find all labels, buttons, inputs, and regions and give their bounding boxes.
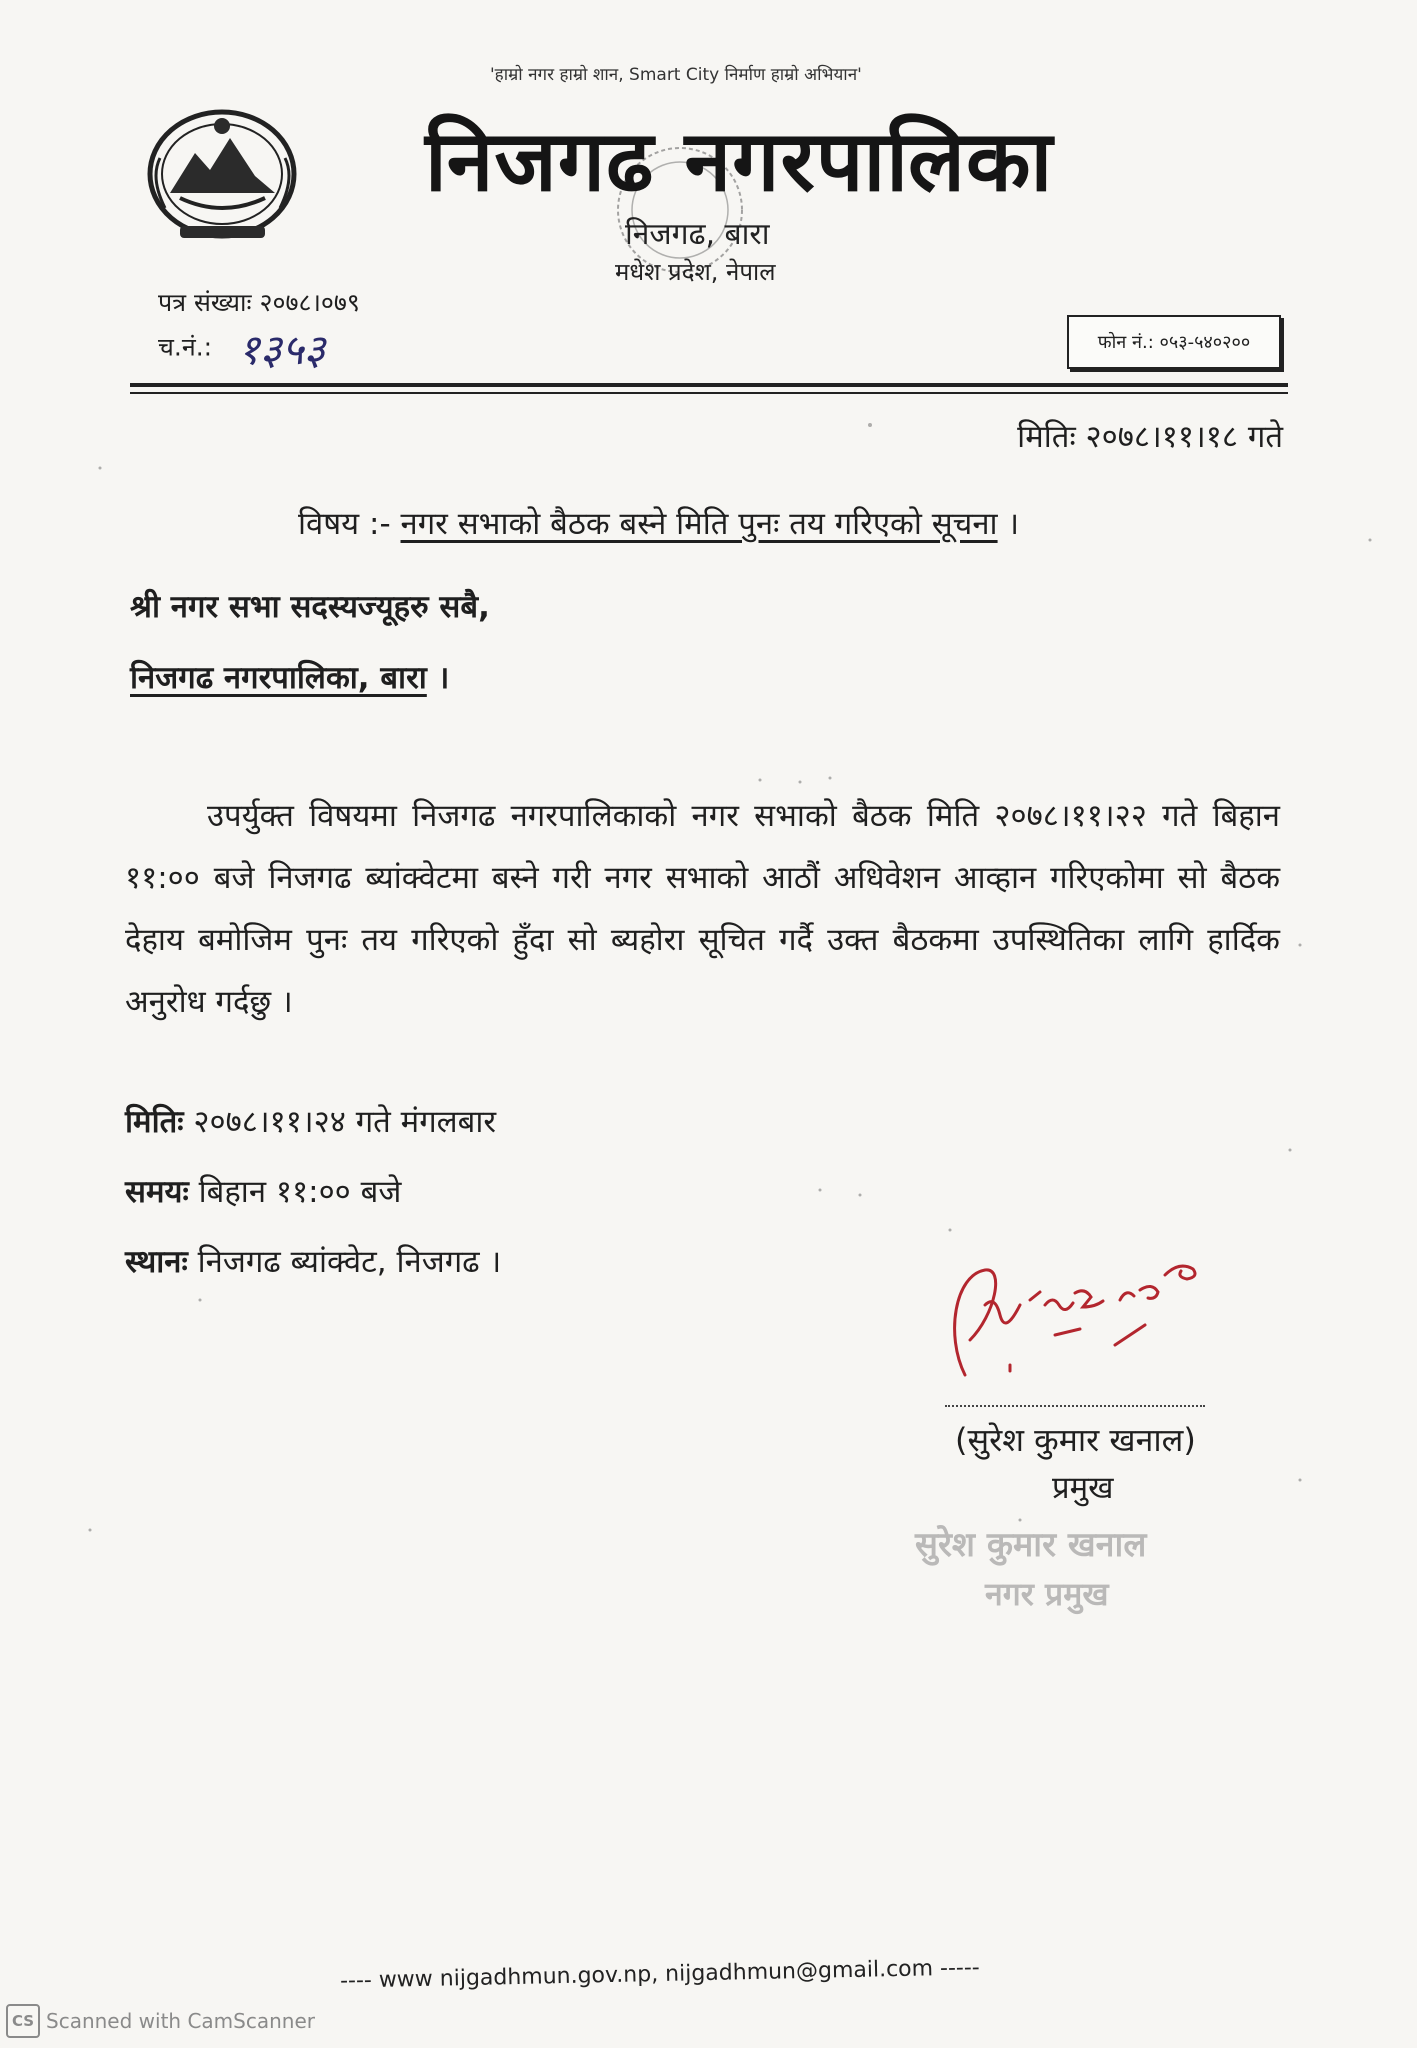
letter-reference-number: पत्र संख्याः २०७८।०७९ xyxy=(158,288,360,317)
nepal-emblem-icon xyxy=(140,98,305,246)
office-address-line2: मधेश प्रदेश, नेपाल xyxy=(615,258,776,286)
meeting-date xyxy=(125,1100,496,1142)
meeting-time-label: समयः xyxy=(125,1174,189,1210)
dispatch-number xyxy=(158,320,325,377)
subject-end: । xyxy=(997,506,1020,542)
meeting-venue-label: स्थानः xyxy=(125,1244,188,1280)
addressee-line2-end: । xyxy=(426,660,450,696)
signatory-name: (सुरेश कुमार खनाल) xyxy=(955,1421,1196,1459)
addressee-line2-text: निजगढ नगरपालिका, बारा xyxy=(130,660,427,696)
meeting-time-value: बिहान ११:०० बजे xyxy=(188,1174,402,1210)
dispatch-number-value: १३५३ xyxy=(238,325,326,374)
handwritten-signature xyxy=(925,1245,1255,1395)
meeting-time xyxy=(125,1170,401,1212)
phone-box xyxy=(1067,315,1281,369)
addressee-line2 xyxy=(130,656,449,698)
header-divider-thin xyxy=(130,392,1288,394)
camscanner-logo-icon: CS xyxy=(6,2004,40,2038)
footer-contact: ---- www nijgadhmun.gov.np, nijgadhmun@gmail.com ----- xyxy=(339,1955,980,1994)
addressee-line1: श्री नगर सभा सदस्यज्यूहरु सबै, xyxy=(130,589,490,625)
signature-line xyxy=(945,1405,1205,1407)
subject-label: विषय :- xyxy=(298,506,401,542)
meeting-date-label: मितिः xyxy=(125,1104,184,1140)
letter-body: उपर्युक्त विषयमा निजगढ नगरपालिकाको नगर सभाको बैठक मिति २०७८।११।२२ गते बिहान ११:०० बजे निजगढ ब्यांक्वेटमा बस्ने गरी नगर सभाको आठौं अधिवेशन आव्हान गरिएकोमा सो बैठक देहाय बमोजिम पुनः तय गरिएको हुँदा सो ब्यहोरा सूचित गर्दै उक्त बैठकमा उपस्थितिका लागि हार्दिक अनुरोध गर्दछु । xyxy=(125,798,1280,1020)
slogan: 'हाम्रो नगर हाम्रो शान, Smart City निर्माण हाम्रो अभियान' xyxy=(490,65,862,85)
signatory-title: प्रमुख xyxy=(1052,1470,1114,1506)
office-name: निजगढ नगरपालिका xyxy=(425,112,1054,210)
name-stamp-line1: सुरेश कुमार खनाल xyxy=(915,1525,1147,1565)
meeting-venue xyxy=(125,1240,501,1282)
scanner-watermark xyxy=(6,2004,315,2038)
letter-subject xyxy=(298,502,1019,544)
meeting-venue-value: निजगढ ब्यांक्वेट, निजगढ । xyxy=(187,1244,502,1280)
meeting-date-value: २०७८।११।२४ गते मंगलबार xyxy=(183,1104,497,1140)
office-address-line1: निजगढ, बारा xyxy=(625,217,770,252)
name-stamp-line2: नगर प्रमुख xyxy=(985,1575,1109,1613)
header-divider xyxy=(130,383,1288,387)
scanner-text: Scanned with CamScanner xyxy=(46,2009,315,2033)
phone-number: फोन नं.: ०५३-५४०२०० xyxy=(1097,332,1251,353)
subject-text: नगर सभाको बैठक बस्ने मिति पुनः तय गरिएको सूचना xyxy=(400,506,998,542)
letter-date: मितिः २०७८।११।१८ गते xyxy=(1017,419,1283,455)
dispatch-number-label: च.नं.: xyxy=(158,332,213,362)
